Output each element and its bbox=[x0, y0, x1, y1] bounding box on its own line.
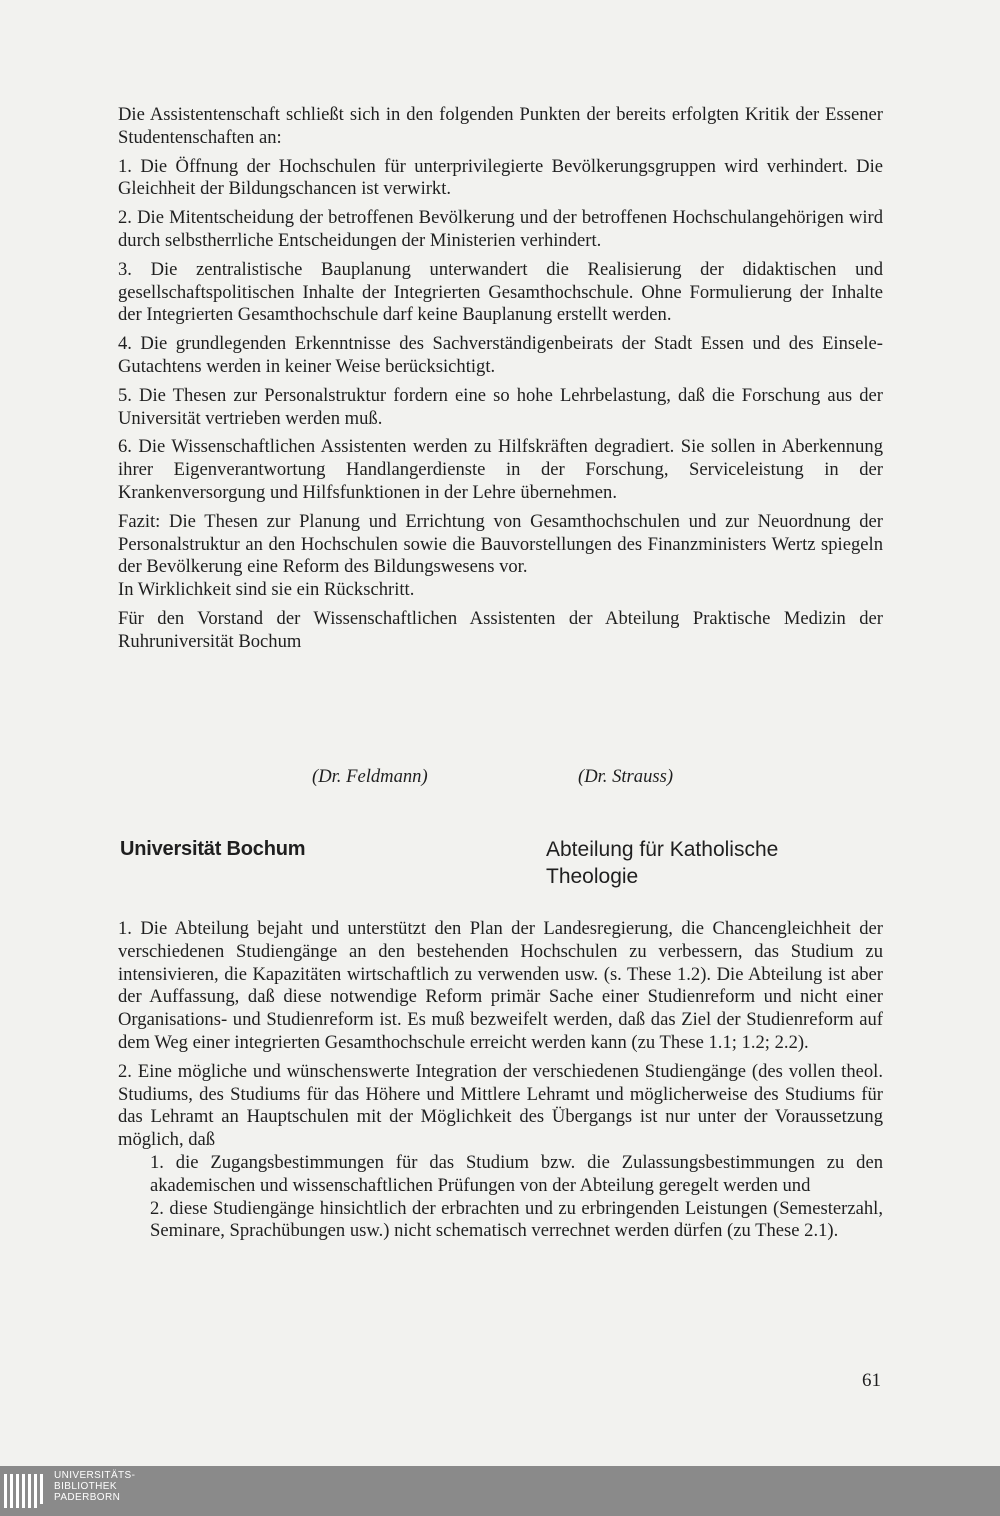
section-heading-university: Universität Bochum bbox=[120, 838, 306, 860]
signature-strauss: (Dr. Strauss) bbox=[578, 766, 674, 787]
signature-feldmann: (Dr. Feldmann) bbox=[312, 766, 428, 787]
board-paragraph: Für den Vorstand der Wissenschaftlichen Assistenten der Abteilung Praktische Medizin der Ruhruniversität Bochum bbox=[118, 607, 883, 652]
library-logo-icon bbox=[4, 1474, 44, 1508]
point-2: 2. Die Mitentscheidung der betroffenen Bevölkerung und der betroffenen Hochschulangehörigen wird durch selbstherrliche Entscheidungen der Ministerien verhindert. bbox=[118, 207, 883, 251]
point-5: 5. Die Thesen zur Personalstruktur fordern eine so hohe Lehrbelastung, daß die Forschung aus der Universität vertrieben werden muß. bbox=[118, 384, 883, 429]
reality-line: In Wirklichkeit sind sie ein Rückschritt. bbox=[118, 579, 415, 601]
fazit-paragraph: Fazit: Die Thesen zur Planung und Errichtung von Gesamthochschulen und zur Neuordnung der Personalstruktur an den Hochschulen sowie die Bauvorstellungen des Finanzministers Wertz spiegeln der Bevölkerung eine Reform des Bildungswesens vor. bbox=[118, 510, 883, 578]
condition-2: 2. diese Studiengänge hinsichtlich der erbrachten und zu erbringenden Leistungen (Semesterzahl, Seminare, Sprachübungen usw.) nicht schematisch verrechnet werden dürfen (zu These 2.1). bbox=[150, 1197, 883, 1242]
section-heading-department: Abteilung für Katholische Theologie bbox=[546, 838, 779, 888]
library-footer bbox=[0, 1466, 1000, 1516]
point-1: 1. Die Öffnung der Hochschulen für unterprivilegierte Bevölkerungsgruppen wird verhindert. Die Gleichheit der Bildungschancen ist verwirkt. bbox=[118, 155, 883, 200]
page-number: 61 bbox=[862, 1370, 881, 1391]
point-3: 3. Die zentralistische Bauplanung unterwandert die Realisierung der didaktischen und gesellschaftspolitischen Inhalte der Integrierten Gesamthochschule. Ohne Formulierung der Inhalte der Integrierten Gesamthochschule darf keine Bauplanung erstellt werden. bbox=[118, 258, 883, 326]
point-4: 4. Die grundlegenden Erkenntnisse des Sachverständigenbeirats der Stadt Essen und des Einsele-Gutachtens werden in keiner Weise berücksichtigt. bbox=[118, 333, 883, 377]
department-statement bbox=[118, 918, 883, 1243]
intro-paragraph: Die Assistentenschaft schließt sich in den folgenden Punkten der bereits erfolgten Kritik der Essener Studentenschaften an: bbox=[118, 104, 883, 148]
condition-1: 1. die Zugangsbestimmungen für das Studium bzw. die Zulassungsbestimmungen zu den akademischen und wissenschaftlichen Prüfungen von der Abteilung geregelt werden und bbox=[150, 1151, 883, 1196]
department-para-1: 1. Die Abteilung bejaht und unterstützt den Plan der Landesregierung, die Chancengleichheit der verschiedenen Studiengänge an den bestehenden Hochschulen zu verbessern, das Studium zu intensivieren, die Kapazitäten wirtschaftlich zu verwenden usw. (s. These 1.2). Die Abteilung ist aber der Auffassung, daß diese notwendige Reform primär Sache einer Studienreform und nicht einer Organisations- und Studienreform ist. Es muß bezweifelt werden, daß das Ziel der Studienreform auf dem Weg einer integrierten Gesamthochschule erreicht werden kann (zu These 1.1; 1.2; 2.2). bbox=[118, 918, 883, 1053]
library-name: UNIVERSITÄTS- BIBLIOTHEK PADERBORN bbox=[54, 1470, 136, 1503]
department-para-2: 2. Eine mögliche und wünschenswerte Integration der verschiedenen Studiengänge (des vollen theol. Studiums, des Studiums für das Höhere und Mittlere Lehramt und möglicherweise des Studiums für das Lehramt an Hauptschulen mit der Möglichkeit des Übergangs ist nur unter der Voraussetzung möglich, daß bbox=[118, 1060, 883, 1151]
point-6: 6. Die Wissenschaftlichen Assistenten werden zu Hilfskräften degradiert. Sie sollen in Aberkennung ihrer Eigenverantwortung Handlangerdienste in der Forschung, Serviceleistung in der Krankenversorgung und Hilfsfunktionen in der Lehre übernehmen. bbox=[118, 436, 883, 503]
assistant-statement bbox=[118, 104, 883, 654]
